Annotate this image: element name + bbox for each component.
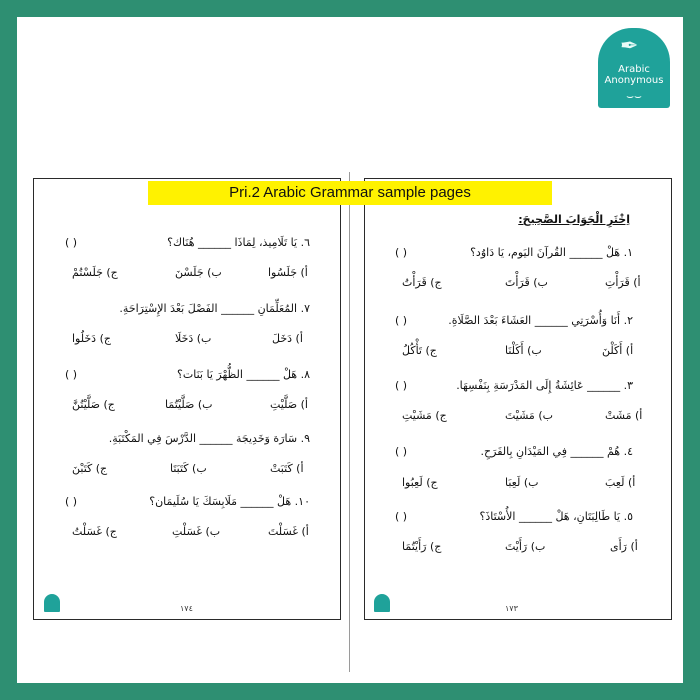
q3-option-b: ب) مَشَيْتَ [505,409,553,422]
logo-line-1: Arabic [618,64,650,75]
q9-option-a: أ) كَتَبَتْ [270,462,304,475]
question-9-text: ٩. سَارَة وَخَدِيجَة ______ الدَّرْسَ فِي المَكْتَبَةِ. [108,432,310,445]
question-2-text: ٢. أَنَا وَأُسْرَتِي ______ العَشَاءَ بَعْدَ الصَّلَاةِ. [448,314,633,327]
q1-option-a: أ) قَرَأْتِ [605,276,641,289]
logo-line-2: Anonymous [604,75,664,86]
q4-option-b: ب) لَعِبَا [505,476,539,489]
answer-blank-8: ( ) [65,368,78,381]
q3-option-c: ج) مَشَيْتِ [402,409,447,422]
q5-option-c: ج) رَأَيْتُمَا [402,540,442,553]
question-5-text: ٥. يَا طَالِبَتَانِ، هَلْ ______ الأُسْتَاذَ؟ [479,510,633,523]
quill-icon: ✒ [620,34,639,59]
q9-option-c: ج) كَتَبْنَ [72,462,108,475]
q8-option-b: ب) صَلَّيْتُمَا [165,398,213,411]
right-page [364,178,672,620]
question-4-text: ٤. هُمْ ______ فِي المَيْدَانِ بِالفَرَحِ. [480,445,633,458]
q1-option-c: ج) قَرَأْتُ [402,276,442,289]
q10-option-a: أ) غَسَلْتَ [268,525,309,538]
question-1-text: ١. هَلْ ______ القُرآنَ اليَوم، يَا دَاوُد؟ [470,246,633,259]
question-8-text: ٨. هَلْ ______ الظُّهْرَ يَا بَنَات؟ [177,368,310,381]
page-gutter-line [349,172,350,672]
q10-option-c: ج) غَسَلْتُ [72,525,117,538]
answer-blank-1: ( ) [395,246,408,259]
answer-blank-4: ( ) [395,445,408,458]
q10-option-b: ب) غَسَلْتِ [172,525,221,538]
question-7-text: ٧. المُعَلِّمَانِ ______ الفَصْلَ بَعْدَ الإِسْتِرَاحَةِ. [119,302,310,315]
q6-option-c: ج) جَلَسْتُمْ [72,266,118,279]
q8-option-c: ج) صَلَّيْتُنَّ [72,398,115,411]
q2-option-a: أ) أَكَلْنَ [602,344,634,357]
q8-option-a: أ) صَلَّيْتِ [270,398,308,411]
question-3-text: ٣. ______ عَائِشَةُ إِلَى المَدْرَسَةِ بِنَفْسِهَا. [456,379,633,392]
q7-option-b: ب) دَخَلَا [175,332,212,345]
q6-option-b: ب) جَلَسْنَ [175,266,222,279]
answer-blank-6: ( ) [65,236,78,249]
q3-option-a: أ) مَشَتْ [605,409,643,422]
q4-option-a: أ) لَعِبَ [605,476,636,489]
left-page-number: ١٧٤ [180,604,193,613]
right-page-number: ١٧٣ [505,604,518,613]
right-page-heading: اِخْتَرِ الْجَوَابَ الصَّحِيحَ: [518,213,630,226]
q4-option-c: ج) لَعِبُوا [402,476,438,489]
arabic-anonymous-logo [598,28,670,108]
q2-option-c: ج) تَأْكُلُ [402,344,437,357]
left-page-logo-icon [44,594,60,612]
answer-blank-2: ( ) [395,314,408,327]
answer-blank-10: ( ) [65,495,78,508]
title-banner: Pri.2 Arabic Grammar sample pages [148,181,552,205]
q7-option-a: أ) دَخَلَ [272,332,303,345]
q9-option-b: ب) كَتَبَتَا [170,462,207,475]
q5-option-a: أ) رَأَى [610,540,638,553]
answer-blank-5: ( ) [395,510,408,523]
question-10-text: ١٠. هَلْ ______ مَلَابِسَكَ يَا سُلَيمَان؟ [149,495,310,508]
book-icon: ⌣⌣ [626,89,642,103]
right-page-logo-icon [374,594,390,612]
q5-option-b: ب) رَأَيْتَ [505,540,546,553]
q7-option-c: ج) دَخَلُوا [72,332,111,345]
q2-option-b: ب) أَكَلْنَا [505,344,542,357]
answer-blank-3: ( ) [395,379,408,392]
question-6-text: ٦. يَا تَلَامِيذ، لِمَاذَا ______ هُنَاك؟ [167,236,310,249]
q1-option-b: ب) قَرَأْتَ [505,276,548,289]
q6-option-a: أ) جَلَسُوا [268,266,308,279]
